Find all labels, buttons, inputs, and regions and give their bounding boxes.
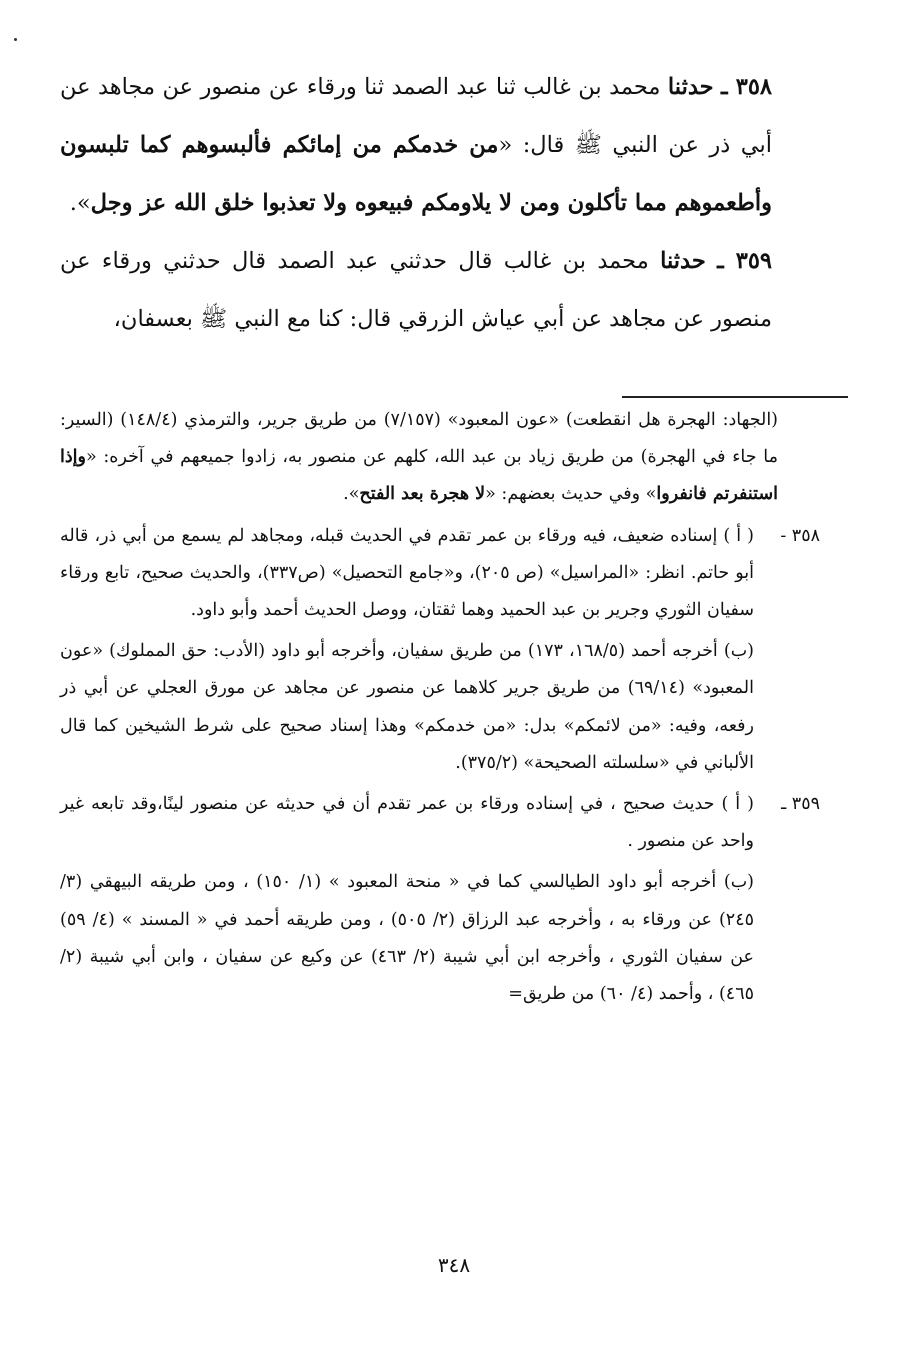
- hadith-359: [60, 232, 772, 348]
- footnote-text: ».: [343, 484, 360, 505]
- footnote-part-a: ( أ ) حديث صحيح ، في إسناده ورقاء بن عمر تقدم أن في حديثه عن منصور لينًا،وقد تابعه غير واحد عن منصور .: [60, 794, 754, 852]
- hadith-chain: محمد بن غالب قال حدثني عبد الصمد قال حدثني ورقاء عن منصور عن مجاهد عن أبي عياش الزرقي قال: كنا مع النبي ﷺ بعسفان،: [60, 248, 772, 332]
- footnote-body: [60, 518, 754, 782]
- main-text: [60, 58, 772, 348]
- footnote-separator: [622, 396, 848, 398]
- hadith-keyword: حدثنا: [667, 74, 714, 100]
- footnote-number: ٣٥٩ ـ: [781, 794, 820, 815]
- footnote-bold: وإذا استنفرتم فانفروا: [60, 447, 778, 505]
- footnote-number: ٣٥٨ -: [780, 525, 820, 546]
- hadith-chain: محمد بن غالب ثنا عبد الصمد ثنا ورقاء عن منصور عن مجاهد عن أبي ذر عن النبي ﷺ قال: «: [60, 74, 773, 158]
- scan-speck: [14, 38, 17, 41]
- page-number: ٣٤٨: [437, 1253, 471, 1277]
- footnote-part-b: (ب) أخرجه أحمد (١٦٨/٥، ١٧٣) من طريق سفيان، وأخرجه أبو داود (الأدب: حق المملوك) «عون المعبود» (٦٩/١٤) من طريق جرير كلاهما عن منصور عن مجاهد عن مورق العجلي عن أبي ذر رفعه، وفيه: «من لائمكم» بدل: «من خدمكم» وهذا إسناد صحيح على شرط الشيخين كما قال الألباني في «سلسلته الصحيحة» (٣٧٥/٢).: [60, 641, 754, 773]
- footnote-text: » وفي حديث بعضهم: «: [485, 484, 657, 505]
- hadith-matn: من خدمكم من إمائكم فألبسوهم كما تلبسون وأطعموهم مما تأكلون ومن لا يلاومكم فبيعوه ولا تعذبوا خلق الله عز وجل: [60, 132, 772, 216]
- footnote-continuation: [60, 402, 820, 514]
- footnote-359: [60, 786, 820, 1013]
- hadith-number: ٣٥٩ ـ: [717, 248, 772, 274]
- footnotes: [60, 402, 820, 1013]
- footnote-text: (الجهاد: الهجرة هل انقطعت) «عون المعبود» (٧/١٥٧) من طريق جرير، والترمذي (١٤٨/٤) (السير: ما جاء في الهجرة) من طريق زياد بن عبد الله، كلهم عن منصور به، زادوا جميعهم في آخره: «: [60, 410, 779, 468]
- hadith-keyword: حدثنا: [660, 248, 706, 274]
- footnote-part-a: ( أ ) إسناده ضعيف، فيه ورقاء بن عمر تقدم في الحديث قبله، ومجاهد لم يسمع من أبي ذر، قاله أبو حاتم. انظر: «المراسيل» (ص ٢٠٥)، و«جامع التحصيل» (ص٣٣٧)، والحديث صحيح، تابع ورقاء سفيان الثوري وجرير بن عبد الحميد وهما ثقتان، ووصل الحديث أحمد وأبو داود.: [60, 525, 754, 621]
- footnote-bold: لا هجرة بعد الفتح: [359, 484, 486, 505]
- footnote-part-b: (ب) أخرجه أبو داود الطيالسي كما في « منحة المعبود » (١/ ١٥٠) ، ومن طريقه البيهقي (٣/ ٢٤٥) عن ورقاء به ، وأخرجه عبد الرزاق (٢/ ٥٠٥) ، ومن طريقه أحمد في « المسند » (٤/ ٥٩) عن سفيان الثوري ، وأخرجه ابن أبي شيبة (٢/ ٤٦٣) عن وكيع عن سفيان ، وابن أبي شيبة (٢/ ٤٦٥) ، وأحمد (٤/ ٦٠) من طريق=: [60, 872, 754, 1005]
- footnote-body: [60, 786, 754, 1013]
- footnote-358: [60, 518, 820, 782]
- hadith-358: [60, 58, 772, 232]
- hadith-number: ٣٥٨ ـ: [721, 74, 772, 100]
- hadith-end: ».: [69, 190, 91, 216]
